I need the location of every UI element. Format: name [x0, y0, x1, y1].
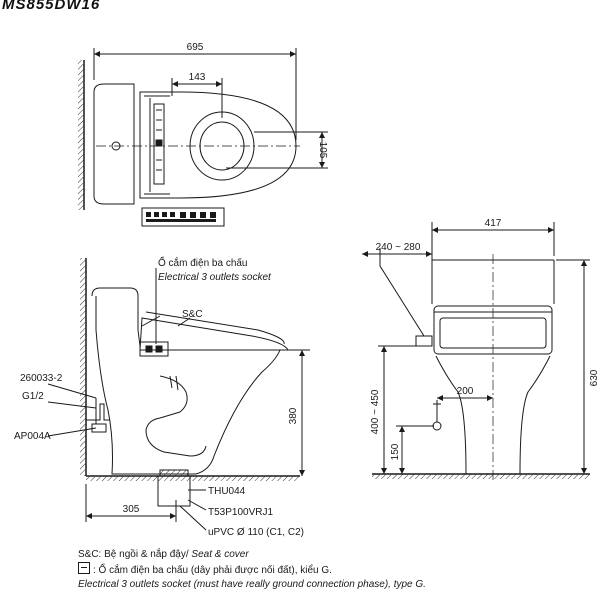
legend-notes — [78, 548, 598, 592]
label-drain-pipe: uPVC Ø 110 (C1, C2) — [208, 527, 304, 538]
label-part-thu044: THU044 — [208, 486, 246, 497]
side-view — [48, 258, 310, 530]
note-socket-en: Electrical 3 outlets socket (must have really ground connection phase), type G. — [78, 579, 426, 590]
dim-valve-offset: 200 — [456, 386, 474, 397]
label-socket-vi: Ổ cắm điện ba chấu — [158, 258, 248, 269]
dim-socket-offset: 240 ~ 280 — [375, 242, 421, 253]
dim-seat-offset: 143 — [188, 72, 206, 83]
dim-rough-in: 305 — [122, 504, 140, 515]
dim-overall-height: 630 — [589, 369, 600, 387]
label-part-260033-2: 260033-2 — [20, 373, 63, 384]
dim-seat-height: 380 — [288, 407, 299, 425]
dim-valve-height: 150 — [390, 443, 401, 461]
dim-socket-height: 400 ~ 450 — [370, 389, 381, 435]
note-socket: : Ổ cắm điện ba chấu (dây phải được nối đất), kiểu G. — [78, 562, 598, 578]
label-part-t53p100vrj1: T53P100VRJ1 — [208, 507, 274, 518]
note-seat-cover: S&C: Bệ ngồi & nắp đậy/ Seat & cover — [78, 549, 249, 560]
label-socket-en: Electrical 3 outlets socket — [158, 272, 271, 283]
dim-bowl-width: 105 — [317, 141, 328, 159]
ground-socket-icon — [78, 562, 90, 574]
label-seat-cover-code: S&C — [182, 309, 203, 320]
model-title: MS855DW16 — [2, 0, 101, 13]
label-part-ap004a: AP004A — [14, 431, 51, 442]
label-thread-g12: G1/2 — [22, 391, 44, 402]
dim-overall-length: 695 — [186, 42, 204, 53]
front-view — [362, 222, 590, 480]
dim-overall-width: 417 — [484, 218, 502, 229]
